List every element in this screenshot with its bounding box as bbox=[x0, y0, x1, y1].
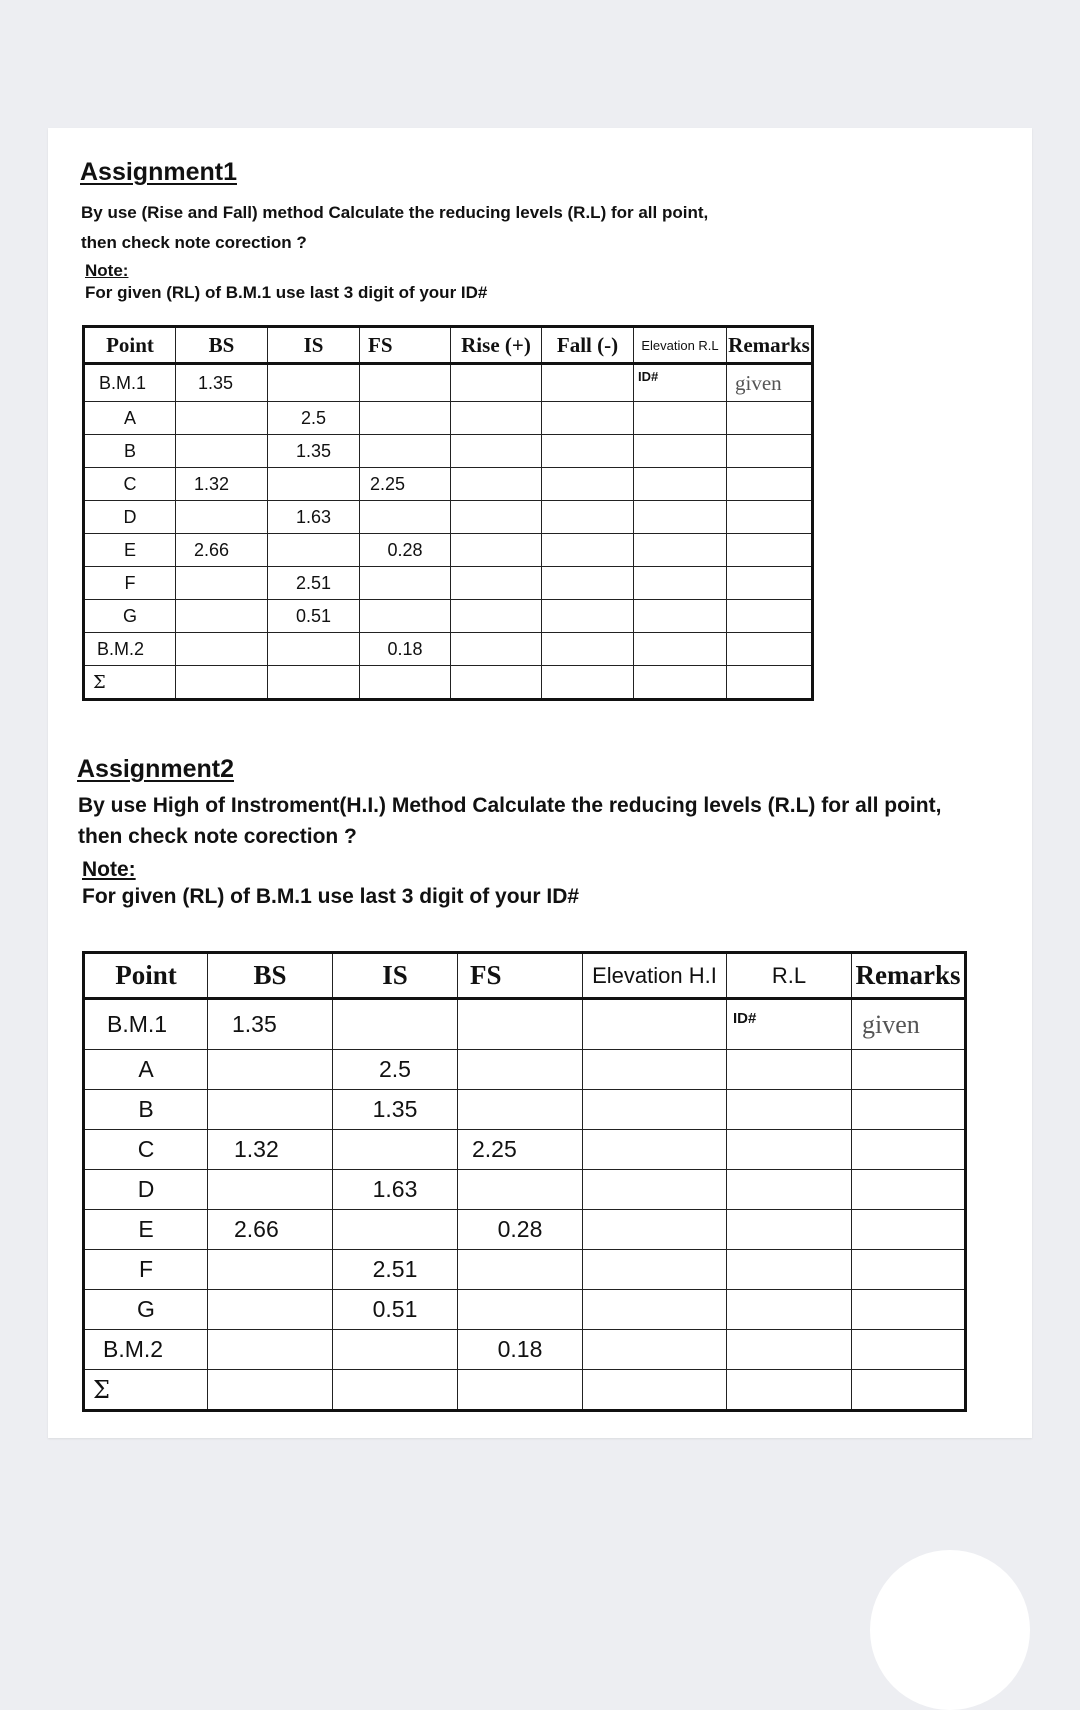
point-cell: B bbox=[84, 435, 176, 468]
point-cell: E bbox=[84, 534, 176, 567]
assignment2-note-text: For given (RL) of B.M.1 use last 3 digit of your ID# bbox=[82, 885, 580, 908]
table-row bbox=[84, 1090, 966, 1130]
elevation-hi-cell bbox=[583, 999, 727, 1050]
point-cell: G bbox=[84, 600, 176, 633]
table-header-row bbox=[84, 953, 966, 999]
is-cell: 1.63 bbox=[268, 501, 360, 534]
bs-cell bbox=[176, 567, 268, 600]
header-fs: FS bbox=[458, 953, 583, 999]
is-cell bbox=[268, 468, 360, 501]
table-row bbox=[84, 1050, 966, 1090]
assignment1-instruction-line1: By use (Rise and Fall) method Calculate the reducing levels (R.L) for all point, bbox=[81, 203, 709, 222]
elevation-cell: ID# bbox=[634, 364, 727, 402]
is-cell bbox=[333, 1330, 458, 1370]
assignment2-title: Assignment2 bbox=[77, 755, 234, 783]
fs-cell bbox=[458, 1090, 583, 1130]
sum-row bbox=[84, 1370, 966, 1411]
fall-cell bbox=[542, 364, 634, 402]
table-row bbox=[84, 1170, 966, 1210]
is-cell: 2.51 bbox=[333, 1250, 458, 1290]
bs-cell bbox=[176, 501, 268, 534]
fs-cell bbox=[360, 435, 451, 468]
bs-cell: 2.66 bbox=[176, 534, 268, 567]
fs-cell: 0.18 bbox=[360, 633, 451, 666]
point-cell: A bbox=[84, 1050, 208, 1090]
fs-cell: 2.25 bbox=[360, 468, 451, 501]
fs-cell bbox=[360, 600, 451, 633]
bs-cell bbox=[208, 1290, 333, 1330]
rise-cell bbox=[451, 364, 542, 402]
table-header-row bbox=[84, 327, 813, 364]
table-row bbox=[84, 501, 813, 534]
is-cell bbox=[268, 534, 360, 567]
point-cell: B.M.1 bbox=[84, 999, 208, 1050]
floating-action-circle[interactable] bbox=[870, 1550, 1030, 1710]
fs-cell bbox=[360, 501, 451, 534]
assignment1-note-label: Note: bbox=[85, 261, 129, 280]
table-row bbox=[84, 364, 813, 402]
is-cell bbox=[333, 999, 458, 1050]
assignment1-instruction-line2: then check note corection ? bbox=[81, 233, 307, 252]
bs-cell bbox=[208, 1090, 333, 1130]
fs-cell bbox=[458, 1290, 583, 1330]
table-row bbox=[84, 1210, 966, 1250]
hi-method-table bbox=[82, 951, 967, 1412]
header-remarks: Remarks bbox=[727, 327, 813, 364]
table-row bbox=[84, 534, 813, 567]
table-row bbox=[84, 1330, 966, 1370]
point-cell: E bbox=[84, 1210, 208, 1250]
bs-cell bbox=[176, 633, 268, 666]
point-cell: B.M.2 bbox=[84, 1330, 208, 1370]
fs-cell bbox=[360, 364, 451, 402]
table-row bbox=[84, 435, 813, 468]
rise-fall-table bbox=[82, 325, 814, 701]
table-row bbox=[84, 567, 813, 600]
fs-cell: 0.28 bbox=[458, 1210, 583, 1250]
table-row bbox=[84, 1250, 966, 1290]
fs-cell: 0.28 bbox=[360, 534, 451, 567]
point-cell: D bbox=[84, 1170, 208, 1210]
is-cell: 2.5 bbox=[268, 402, 360, 435]
table-row bbox=[84, 999, 966, 1050]
sum-label: Σ bbox=[84, 666, 176, 700]
assignment1-note-text: For given (RL) of B.M.1 use last 3 digit of your ID# bbox=[85, 283, 488, 302]
is-cell: 1.35 bbox=[333, 1090, 458, 1130]
bs-cell: 1.35 bbox=[176, 364, 268, 402]
table-row bbox=[84, 600, 813, 633]
assignment2-instruction-line2: then check note corection ? bbox=[78, 825, 357, 848]
header-rl: R.L bbox=[727, 953, 852, 999]
remarks-cell: given bbox=[852, 999, 966, 1050]
bs-cell bbox=[208, 1050, 333, 1090]
point-cell: F bbox=[84, 1250, 208, 1290]
assignment2-note-label: Note: bbox=[82, 858, 136, 881]
bs-cell: 2.66 bbox=[208, 1210, 333, 1250]
table-row bbox=[84, 1130, 966, 1170]
fs-cell bbox=[458, 1050, 583, 1090]
rl-cell: ID# bbox=[727, 999, 852, 1050]
table-row bbox=[84, 633, 813, 666]
point-cell: G bbox=[84, 1290, 208, 1330]
is-cell: 2.51 bbox=[268, 567, 360, 600]
sum-row bbox=[84, 666, 813, 700]
table-row bbox=[84, 1290, 966, 1330]
bs-cell: 1.32 bbox=[176, 468, 268, 501]
is-cell: 0.51 bbox=[268, 600, 360, 633]
point-cell: C bbox=[84, 1130, 208, 1170]
fs-cell bbox=[360, 402, 451, 435]
point-cell: A bbox=[84, 402, 176, 435]
document-page bbox=[48, 128, 1032, 1438]
is-cell: 2.5 bbox=[333, 1050, 458, 1090]
remarks-cell: given bbox=[727, 364, 813, 402]
table-row bbox=[84, 402, 813, 435]
is-cell bbox=[268, 364, 360, 402]
fs-cell bbox=[458, 999, 583, 1050]
fs-cell bbox=[458, 1170, 583, 1210]
header-remarks: Remarks bbox=[852, 953, 966, 999]
header-rise: Rise (+) bbox=[451, 327, 542, 364]
assignment1-title: Assignment1 bbox=[80, 158, 237, 186]
bs-cell bbox=[208, 1330, 333, 1370]
bs-cell bbox=[176, 435, 268, 468]
header-elevation-hi: Elevation H.I bbox=[583, 953, 727, 999]
header-bs: BS bbox=[208, 953, 333, 999]
point-cell: B.M.1 bbox=[84, 364, 176, 402]
is-cell bbox=[268, 633, 360, 666]
bs-cell bbox=[208, 1250, 333, 1290]
point-cell: F bbox=[84, 567, 176, 600]
is-cell: 1.63 bbox=[333, 1170, 458, 1210]
bs-cell bbox=[208, 1170, 333, 1210]
header-fs: FS bbox=[360, 327, 451, 364]
header-point: Point bbox=[84, 327, 176, 364]
sum-label: Σ bbox=[84, 1370, 208, 1411]
bs-cell: 1.32 bbox=[208, 1130, 333, 1170]
fs-cell bbox=[360, 567, 451, 600]
point-cell: C bbox=[84, 468, 176, 501]
point-cell: D bbox=[84, 501, 176, 534]
header-elevation-rl: Elevation R.L bbox=[634, 327, 727, 364]
fs-cell bbox=[458, 1250, 583, 1290]
fs-cell: 2.25 bbox=[458, 1130, 583, 1170]
is-cell: 0.51 bbox=[333, 1290, 458, 1330]
fs-cell: 0.18 bbox=[458, 1330, 583, 1370]
is-cell bbox=[333, 1210, 458, 1250]
header-is: IS bbox=[268, 327, 360, 364]
point-cell: B bbox=[84, 1090, 208, 1130]
header-point: Point bbox=[84, 953, 208, 999]
header-bs: BS bbox=[176, 327, 268, 364]
bs-cell bbox=[176, 600, 268, 633]
bs-cell: 1.35 bbox=[208, 999, 333, 1050]
header-fall: Fall (-) bbox=[542, 327, 634, 364]
bs-cell bbox=[176, 402, 268, 435]
header-is: IS bbox=[333, 953, 458, 999]
point-cell: B.M.2 bbox=[84, 633, 176, 666]
table-row bbox=[84, 468, 813, 501]
is-cell: 1.35 bbox=[268, 435, 360, 468]
is-cell bbox=[333, 1130, 458, 1170]
assignment2-instruction-line1: By use High of Instroment(H.I.) Method Calculate the reducing levels (R.L) for all point, bbox=[78, 794, 942, 817]
